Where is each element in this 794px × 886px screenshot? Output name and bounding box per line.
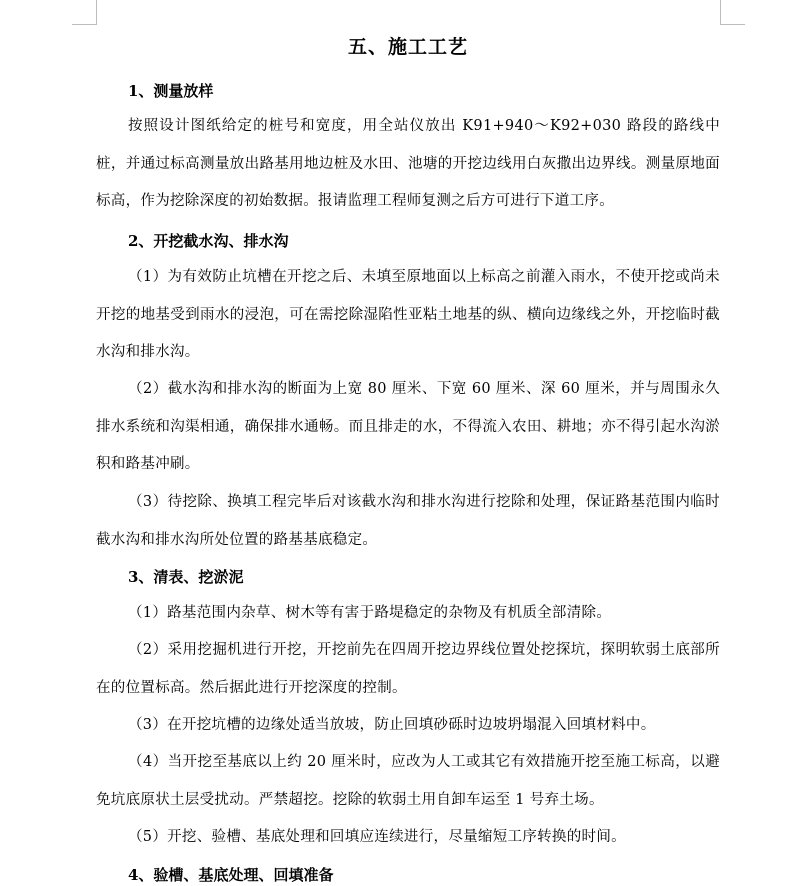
section-heading-3: 3、清表、挖淤泥 (128, 568, 244, 586)
paragraph-3-3: （3）在开挖坑槽的边缘处适当放坡，防止回填砂砾时边坡坍塌混入回填材料中。 (128, 717, 656, 733)
paragraph-3-1: （1）路基范围内杂草、树木等有害于路堤稳定的杂物及有机质全部清除。 (128, 605, 612, 621)
paragraph-2-3: （3）待挖除、换填工程完毕后对该截水沟和排水沟进行挖除和处理，保证路基范围内临时截水沟和排水沟所处位置的路基基底稳定。 (96, 494, 720, 548)
section-heading-4: 4、验槽、基底处理、回填准备 (128, 866, 334, 884)
paragraph-2-2: （2）截水沟和排水沟的断面为上宽 80 厘米、下宽 60 厘米、深 60 厘米，并与周围永久排水系统和沟渠相通，确保排水通畅。而且排走的水，不得流入农田、耕地；亦不得引起水沟淤积和路基冲刷。 (96, 381, 720, 472)
paragraph-3-5: （5）开挖、验槽、基底处理和回填应连续进行，尽量缩短工序转换的时间。 (128, 829, 626, 845)
page-title: 五、施工工艺 (347, 36, 468, 58)
paragraph-1-1: 按照设计图纸给定的桩号和宽度，用全站仪放出 K91+940～K92+030 路段的路线中桩，并通过标高测量放出路基用地边桩及水田、池塘的开挖边线用白灰撒出边界线。测量原地面标高，作为挖除深度的初始数据。报请监理工程师复测之后方可进行下道工序。 (96, 118, 720, 209)
page-corner-mark-top-right (720, 0, 745, 25)
paragraph-3-4: （4）当开挖至基底以上约 20 厘米时，应改为人工或其它有效措施开挖至施工标高，以避免坑底原状土层受扰动。严禁超挖。挖除的软弱土用自卸车运至 1 号弃土场。 (96, 754, 720, 808)
page-corner-mark-top-left (72, 0, 97, 25)
section-heading-1: 1、测量放样 (128, 82, 214, 100)
paragraph-2-1: （1）为有效防止坑槽在开挖之后、未填至原地面以上标高之前灌入雨水，不使开挖或尚未开挖的地基受到雨水的浸泡，可在需挖除湿陷性亚粘土地基的纵、横向边缘线之外，开挖临时截水沟和排水沟。 (96, 269, 720, 360)
section-heading-2: 2、开挖截水沟、排水沟 (128, 232, 289, 250)
paragraph-3-2: （2）采用挖掘机进行开挖，开挖前先在四周开挖边界线位置处挖探坑，探明软弱土底部所在的位置标高。然后据此进行开挖深度的控制。 (96, 642, 720, 696)
